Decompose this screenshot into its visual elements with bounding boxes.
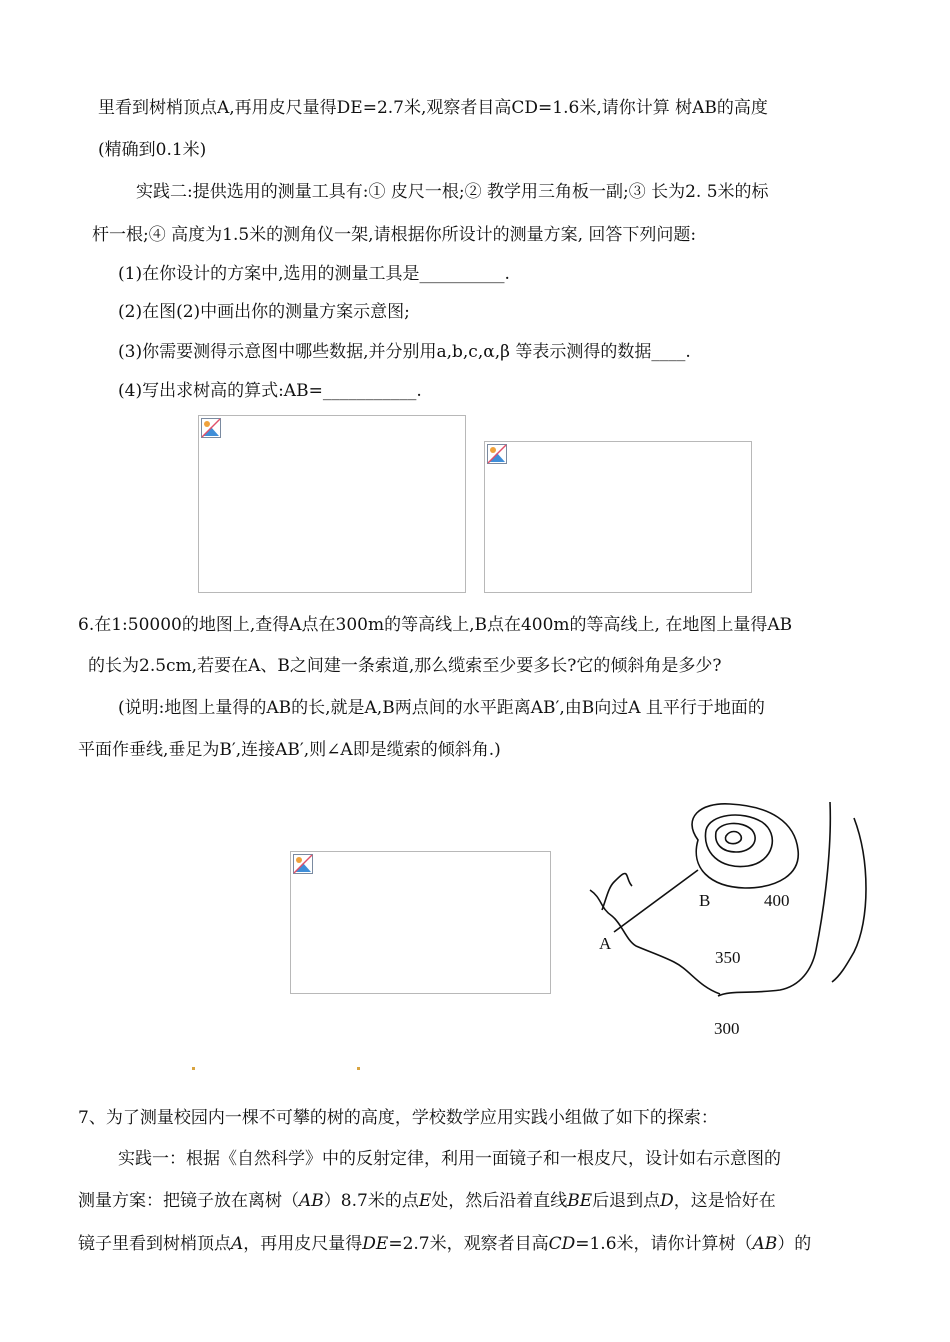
- problem-7-line: 测量方案：把镜子放在离树（AB）8.7米的点E处，然后沿着直线BE后退到点D，这是恰好在: [78, 1191, 776, 1211]
- text-line: 实践二:提供选用的测量工具有:① 皮尺一根;② 教学用三角板一副;③ 长为2. 5米的标: [136, 182, 769, 202]
- problem-6-line: 的长为2.5cm,若要在A、B之间建一条索道,那么缆索至少要多长?它的倾斜角是多少?: [88, 656, 722, 676]
- text-line: 里看到树梢顶点A,再用皮尺量得DE=2.7米,观察者目高CD=1.6米,请你计算 树AB的高度: [98, 98, 768, 118]
- broken-image-icon: [201, 418, 221, 438]
- figure-placeholder-2: [484, 441, 752, 593]
- label-A: A: [599, 934, 612, 953]
- contour-inner-3: [725, 832, 741, 844]
- anchor-mark: [192, 1067, 195, 1070]
- contour-map: [570, 790, 900, 1030]
- text-line: 杆一根;④ 高度为1.5米的测角仪一架,请根据你所设计的测量方案, 回答下列问题:: [92, 225, 697, 245]
- problem-6-line: 6.在1:50000的地图上,查得A点在300m的等高线上,B点在400m的等高线上, 在地图上量得AB: [78, 615, 793, 635]
- text-line: (精确到0.1米): [98, 140, 207, 160]
- label-350: 350: [715, 948, 741, 967]
- label-400: 400: [764, 891, 790, 910]
- segment-AB: [614, 870, 698, 932]
- question-3: (3)你需要测得示意图中哪些数据,并分别用a,b,c,α,β 等表示测得的数据____.: [118, 342, 691, 362]
- question-2: (2)在图(2)中画出你的测量方案示意图;: [118, 302, 410, 322]
- question-4: (4)写出求树高的算式:AB=___________.: [118, 381, 422, 401]
- contour-inner-1: [705, 815, 772, 867]
- anchor-mark: [357, 1067, 360, 1070]
- problem-6-line: 平面作垂线,垂足为B′,连接AB′,则∠A即是缆索的倾斜角.): [78, 740, 501, 760]
- figure-placeholder-1: [198, 415, 466, 593]
- contour-inner-2: [716, 823, 755, 852]
- problem-6-line: (说明:地图上量得的AB的长,就是A,B两点间的水平距离AB′,由B向过A 且平行于地面的: [118, 698, 765, 718]
- broken-image-icon: [487, 444, 507, 464]
- problem-7-line: 实践一：根据《自然科学》中的反射定律，利用一面镜子和一根皮尺，设计如右示意图的: [118, 1149, 781, 1169]
- label-B: B: [699, 891, 711, 910]
- problem-7-line: 镜子里看到树梢顶点A，再用皮尺量得DE=2.7米，观察者目高CD=1.6米，请你计算树（AB）的: [78, 1234, 812, 1254]
- problem-7-line: 7、为了测量校园内一棵不可攀的树的高度，学校数学应用实践小组做了如下的探索：: [78, 1108, 718, 1128]
- contour-300-right: [832, 818, 866, 982]
- figure-placeholder-3: [290, 851, 551, 994]
- question-1: (1)在你设计的方案中,选用的测量工具是__________.: [118, 264, 510, 284]
- broken-image-icon: [293, 854, 313, 874]
- contour-branch: [602, 873, 632, 910]
- label-300: 300: [714, 1019, 740, 1038]
